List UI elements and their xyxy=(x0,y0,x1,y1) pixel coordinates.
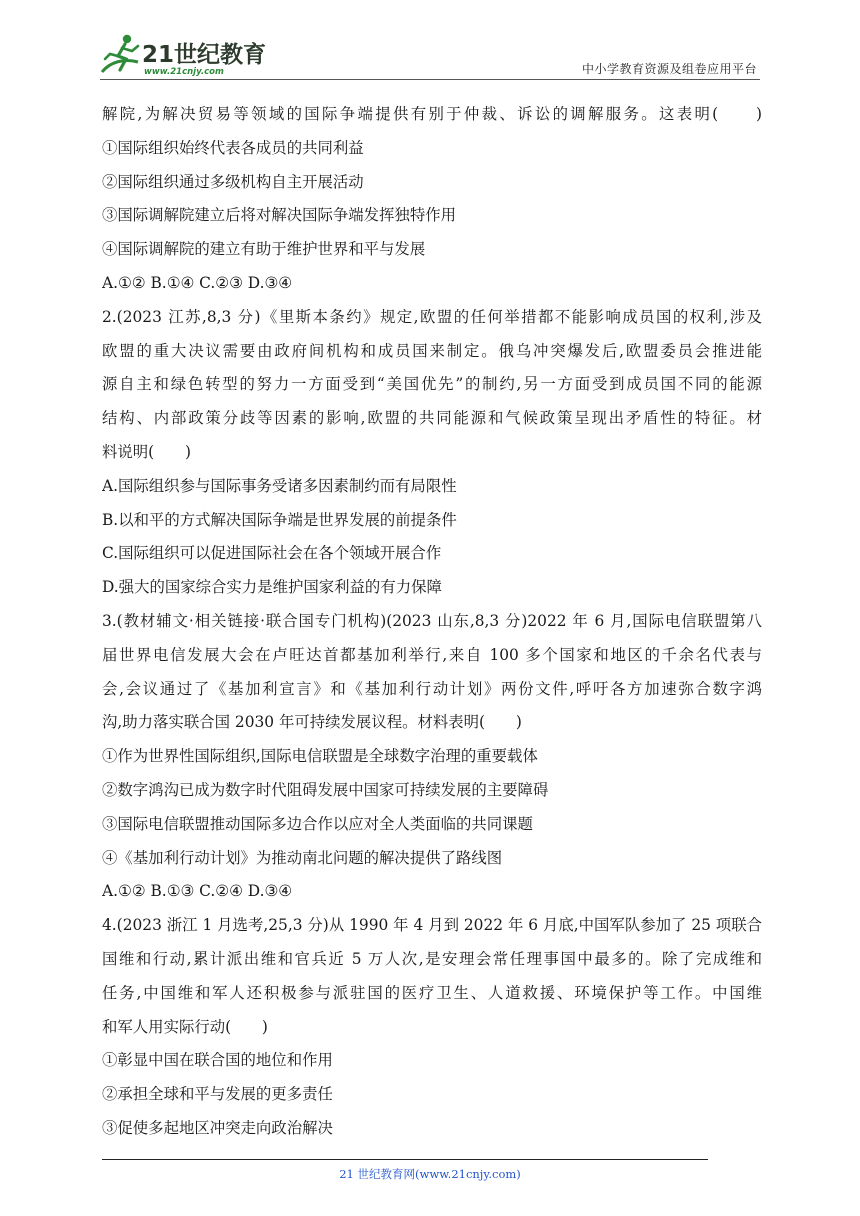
text-line: ④《基加利行动计划》为推动南北问题的解决提供了路线图 xyxy=(102,848,503,867)
text-line: 解院,为解决贸易等领域的国际争端提供有别于仲裁、诉讼的调解服务。这表明( ) xyxy=(102,105,762,123)
text-line: ②数字鸿沟已成为数字时代阻碍发展中国家可持续发展的主要障碍 xyxy=(102,780,549,799)
text-line: ③国际调解院建立后将对解决国际争端发挥独特作用 xyxy=(102,206,456,225)
text-line: ②国际组织通过多级机构自主开展活动 xyxy=(102,172,364,191)
text-line: ③国际电信联盟推动国际多边合作以应对全人类面临的共同课题 xyxy=(102,814,533,833)
text-line: 源自主和绿色转型的努力一方面受到“美国优先”的制约,另一方面受到成员国不同的能源 xyxy=(102,375,762,394)
text-line: 3.(教材辅文·相关链接·联合国专门机构)(2023 山东,8,3 分)2022 年 6 月,国际电信联盟第八 xyxy=(102,611,762,630)
svg-text:www.21cnjy.com: www.21cnjy.com xyxy=(144,67,224,77)
text-line: 国维和行动,累计派出维和官兵近 5 万人次,是安理会常任理事国中最多的。除了完成维和 xyxy=(102,949,762,968)
text-line: 任务,中国维和军人还积极参与派驻国的医疗卫生、人道救援、环境保护等工作。中国维 xyxy=(102,983,762,1002)
platform-name: 中小学教育资源及组卷应用平台 xyxy=(581,62,757,76)
text-line: A.国际组织参与国际事务受诸多因素制约而有局限性 xyxy=(102,476,457,495)
text-line: 会,会议通过了《基加利宣言》和《基加利行动计划》两份文件,呼吁各方加速弥合数字鸿 xyxy=(102,679,762,698)
text-line: ①彰显中国在联合国的地位和作用 xyxy=(102,1051,333,1070)
text-line: 欧盟的重大决议需要由政府间机构和成员国来制定。俄乌冲突爆发后,欧盟委员会推进能 xyxy=(102,341,762,360)
runner-icon xyxy=(102,35,138,72)
text-line: 届世界电信发展大会在卢旺达首都基加利举行,来自 100 多个国家和地区的千余名代表与 xyxy=(102,645,762,664)
header-divider xyxy=(100,79,760,80)
text-line: 沟,助力落实联合国 2030 年可持续发展议程。材料表明( ) xyxy=(102,713,522,732)
page-header xyxy=(0,0,860,82)
logo xyxy=(96,32,266,78)
text-line: 和军人用实际行动( ) xyxy=(102,1017,268,1036)
text-line: 结构、内部政策分歧等因素的影响,欧盟的共同能源和气候政策呈现出矛盾性的特征。材 xyxy=(102,409,762,428)
footer-divider xyxy=(102,1159,708,1160)
text-line: 4.(2023 浙江 1 月选考,25,3 分)从 1990 年 4 月到 2022 年 6 月底,中国军队参加了 25 项联合 xyxy=(102,916,762,935)
text-line: ②承担全球和平与发展的更多责任 xyxy=(102,1085,333,1104)
text-line: ①作为世界性国际组织,国际电信联盟是全球数字治理的重要载体 xyxy=(102,747,538,766)
text-line: B.以和平的方式解决国际争端是世界发展的前提条件 xyxy=(102,510,457,529)
text-line: A.①② B.①④ C.②③ D.③④ xyxy=(102,273,293,292)
text-line: C.国际组织可以促进国际社会在各个领域开展合作 xyxy=(102,544,442,563)
svg-text:21世纪教育: 21世纪教育 xyxy=(142,42,266,68)
text-line: 2.(2023 江苏,8,3 分)《里斯本条约》规定,欧盟的任何举措都不能影响成员国的权利,涉及 xyxy=(102,307,762,326)
text-line: ③促使多起地区冲突走向政治解决 xyxy=(102,1118,333,1137)
document-body xyxy=(102,98,762,1146)
text-line: D.强大的国家综合实力是维护国家利益的有力保障 xyxy=(102,578,442,597)
text-line: A.①② B.①③ C.②④ D.③④ xyxy=(102,882,293,901)
text-line: 料说明( ) xyxy=(102,442,191,461)
page-footer: 21 世纪教育网(www.21cnjy.com) xyxy=(339,1167,521,1181)
text-line: ①国际组织始终代表各成员的共同利益 xyxy=(102,138,364,157)
text-line: ④国际调解院的建立有助于维护世界和平与发展 xyxy=(102,240,426,259)
